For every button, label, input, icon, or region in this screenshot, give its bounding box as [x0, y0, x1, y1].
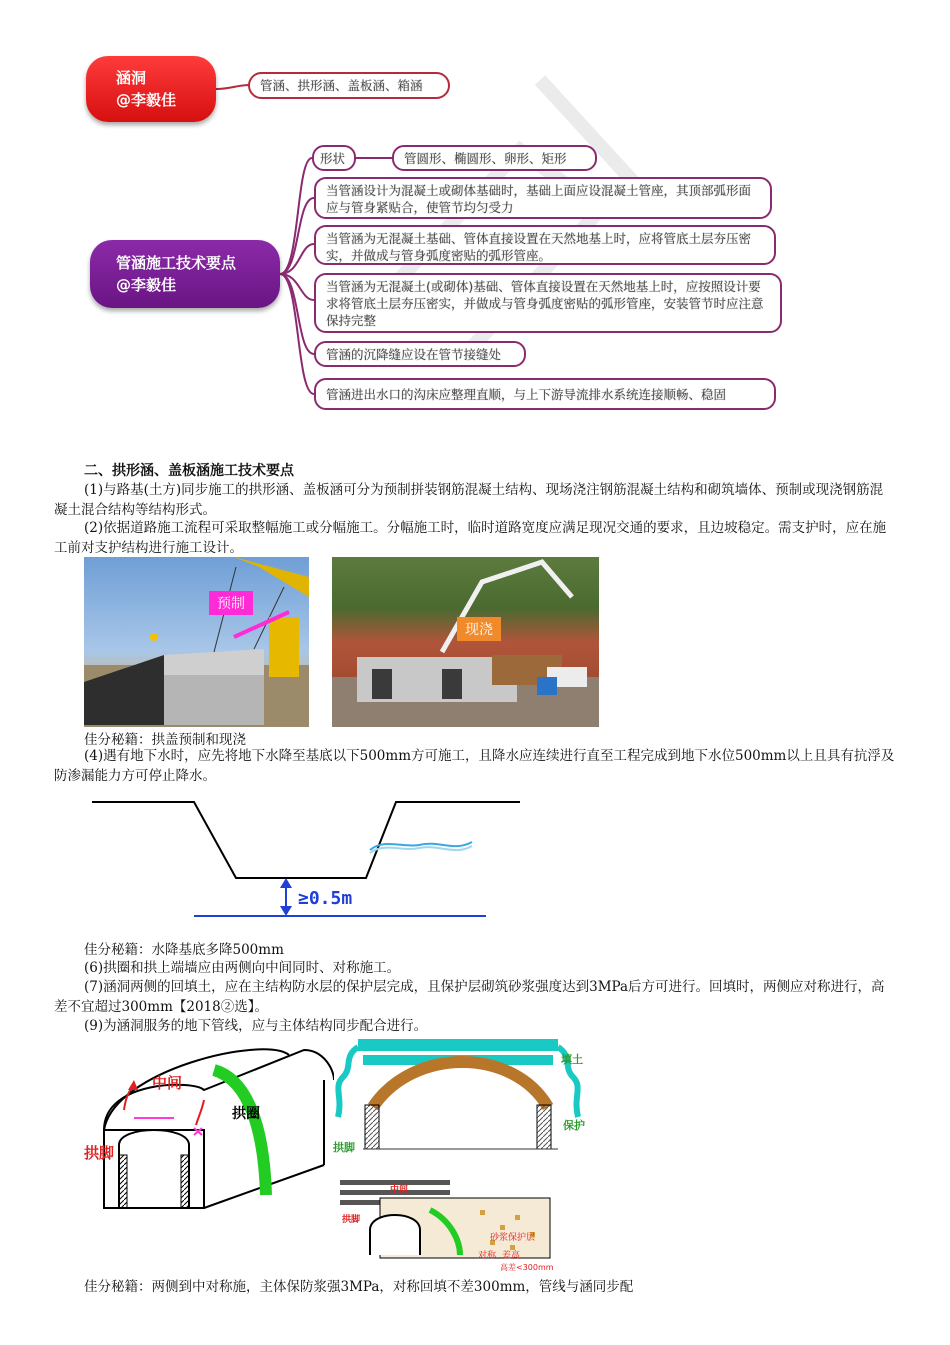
tunnel-arch-ring-label: 拱圈 [232, 1106, 260, 1122]
cast-in-place-photo [332, 557, 599, 727]
mindmap-point-1 [314, 177, 772, 219]
pipe-culvert-node [90, 240, 280, 308]
groundwater-diagram [84, 790, 524, 925]
precast-photo [84, 557, 309, 727]
mindmap-point-5 [314, 378, 776, 410]
backfill-mortar-label: 砂浆保护层 [490, 1233, 536, 1243]
arch-tunnel-diagram [84, 1040, 334, 1220]
shape-values-box [392, 145, 597, 171]
caption-3: 佳分秘籍：两侧到中对称施，主体保防浆强3MPa，对称回填不差300mm，管线与涵同步配 [84, 1279, 634, 1295]
backfill-sym-label: 对称 [478, 1251, 497, 1261]
caption-2: 佳分秘籍：水降基底多降500mm [84, 942, 284, 958]
section-fill-label: 填土 [561, 1053, 583, 1066]
backfill-diagram [340, 1170, 555, 1275]
precast-scene [84, 557, 309, 727]
point-1-text: 当管涵设计为混凝土或砌体基础时，基础上面应设混凝土管座，其顶部弧形面应与管身紧贴合，使管节均匀受力 [326, 183, 752, 215]
pipe-node-title: 管涵施工技术要点 [116, 254, 237, 272]
paragraph-6: (6)拱圈和拱上端墙应由两侧向中间同时、对称施工。 [84, 960, 401, 976]
paragraph-1: (1)与路基(土方)同步施工的拱形涵、盖板涵可分为预制拼装钢筋混凝土结构、现场浇注钢筋混凝土结构和砌筑墙体、预制或现浇钢筋混凝土混合结构等结构形式。 [54, 482, 884, 518]
backfill-foot-label: 拱脚 [342, 1215, 361, 1225]
shape-values: 管圆形、椭圆形、卵形、矩形 [404, 151, 567, 166]
mindmap-point-4 [314, 341, 526, 367]
cast-in-place-tag: 现浇 [457, 617, 501, 641]
caption-1: 佳分秘籍：拱盖预制和现浇 [84, 732, 246, 748]
point-3-text: 当管涵为无混凝土(或砌体)基础、管体直接设置在天然地基上时，应按照设计要求将管底土层夯压密实，并做成与管身弧度密贴的弧形管座，安装管节时应注意保持完整 [326, 279, 764, 328]
mindmap-point-3 [314, 273, 782, 333]
backfill-limit-label: 高差<300mm [500, 1263, 554, 1272]
tunnel-arch-foot-label: 拱脚 [84, 1144, 115, 1162]
paragraph-7: (7)涵洞两侧的回填土，应在主结构防水层的保护层完成，且保护层砌筑砂浆强度达到3MPa后方可进行。回填时，两侧应对称进行，高差不宜超过300mm【2018②选】。 [54, 979, 885, 1015]
tunnel-middle-label: 中间 [152, 1074, 183, 1092]
paragraph-4: (4)遇有地下水时，应先将地下水降至基底以下500mm方可施工，且降水应连续进行直至工程完成到地下水位500mm以上且具有抗浮及防渗漏能力方可停止降水。 [54, 748, 895, 784]
culvert-node-author: @李毅佳 [116, 91, 177, 109]
backfill-diff-label: 差高 [502, 1251, 521, 1261]
cast-in-place-scene [332, 557, 599, 727]
culvert-node [86, 56, 216, 122]
paragraph-9: (9)为涵洞服务的地下管线，应与主体结构同步配合进行。 [84, 1018, 428, 1034]
culvert-types-box [248, 72, 450, 99]
section-foot-label: 拱脚 [333, 1141, 355, 1154]
depth-label: ≥0.5m [298, 888, 353, 909]
arch-section-diagram [333, 1037, 593, 1157]
precast-tag: 预制 [209, 591, 253, 615]
point-5-text: 管涵进出水口的沟床应整理直顺，与上下游导流排水系统连接顺畅、稳固 [326, 387, 727, 402]
section-protect-label: 保护 [563, 1119, 585, 1132]
point-4-text: 管涵的沉降缝应设在管节接缝处 [326, 347, 502, 362]
shape-label-box [312, 145, 356, 171]
mindmap-point-2 [314, 225, 776, 265]
backfill-middle-label: 中间 [390, 1185, 409, 1195]
point-2-text: 当管涵为无混凝土基础、管体直接设置在天然地基上时，应将管底土层夯压密实，并做成与管身弧度密贴的弧形管座。 [326, 231, 752, 263]
section-heading: 二、拱形涵、盖板涵施工技术要点 [84, 463, 294, 479]
shape-label: 形状 [320, 151, 346, 166]
culvert-types-text: 管涵、拱形涵、盖板涵、箱涵 [260, 78, 423, 93]
pipe-node-author: @李毅佳 [116, 276, 177, 294]
paragraph-2: (2)依据道路施工流程可采取整幅施工或分幅施工。分幅施工时，临时道路宽度应满足现况交通的要求，且边坡稳定。需支护时，应在施工前对支护结构进行施工设计。 [54, 520, 887, 556]
culvert-node-title: 涵洞 [116, 69, 147, 87]
